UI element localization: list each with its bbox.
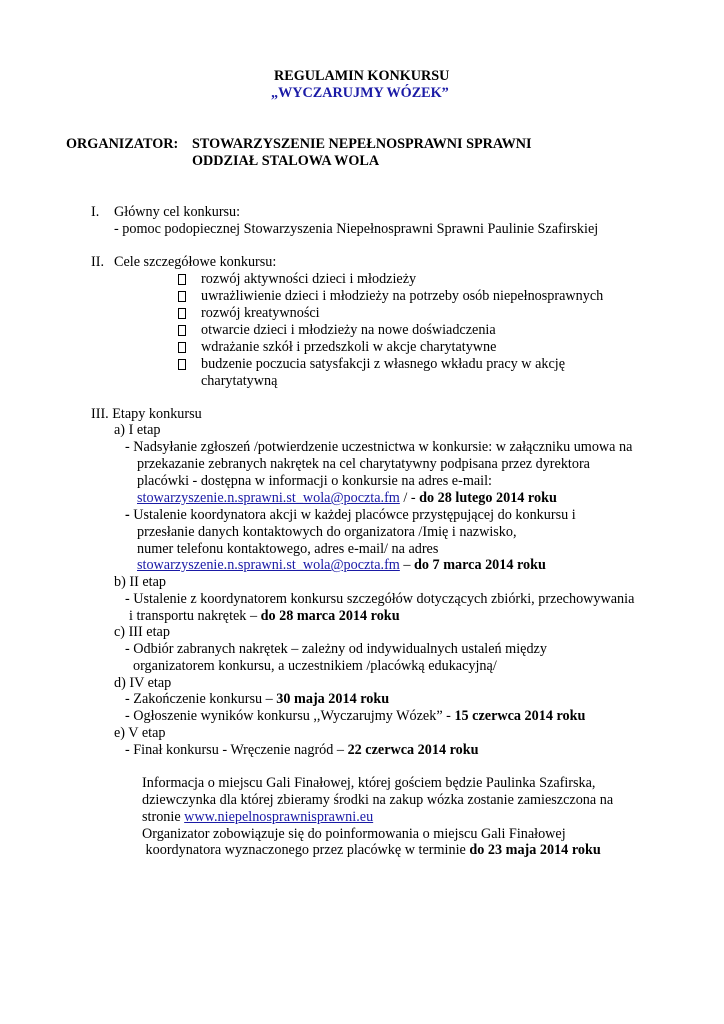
stage-e-item1 [125,742,479,759]
section-3-title: III. Etapy konkursu [91,406,202,422]
stage-c-label: c) III etap [114,624,170,640]
section-1-text: - pomoc podopiecznej Stowarzyszenia Niepełnosprawni Sprawni Paulinie Szafirskiej [114,221,599,237]
deadline: do 28 lutego 2014 roku [419,490,557,506]
stage-a-item1-line2: przekazanie zebranych nakrętek na cel charytatywny podpisana przez dyrektora [137,456,590,472]
text: - Zakończenie konkursu – [125,691,277,707]
stage-a-label: a) I etap [114,422,161,438]
deadline: do 7 marca 2014 roku [414,557,546,573]
info-line5 [142,842,601,859]
stage-e-label: e) V etap [114,725,166,741]
info-line3 [142,809,373,826]
info-line2: dziewczynka dla której zbieramy środki na zakup wózka zostanie zamieszczona na [142,792,614,808]
email-link[interactable]: stowarzyszenie.n.sprawni.st_wola@poczta.fm [137,557,400,573]
section-2-title: Cele szczegółowe konkursu: [114,254,277,270]
text: koordynatora wyznaczonego przez placówkę w terminie [142,842,470,858]
checkbox-bullet-icon [178,274,186,285]
deadline: do 28 marca 2014 roku [260,608,400,624]
stage-d-item1 [125,691,389,708]
goal-item: rozwój aktywności dzieci i młodzieży [201,271,417,287]
document-title: REGULAMIN KONKURSU [274,68,450,84]
deadline: 22 czerwca 2014 roku [347,742,479,758]
stage-d-item2 [125,708,585,725]
stage-c-item-line2: organizatorem konkursu, a uczestnikiem /placówką edukacyjną/ [133,658,497,674]
text: - Finał konkursu - Wręczenie nagród – [125,742,348,758]
stage-b-label: b) II etap [114,574,166,590]
goal-item: budzenie poczucia satysfakcji z własnego wkładu pracy w akcję [201,356,565,372]
stage-b-item-line2 [129,608,400,625]
goal-item: rozwój kreatywności [201,305,320,321]
info-line4: Organizator zobowiązuje się do poinformowania o miejscu Gali Finałowej [142,826,566,842]
checkbox-bullet-icon [178,325,186,336]
website-link[interactable]: www.niepelnosprawnisprawni.eu [184,809,374,825]
organizer-label: ORGANIZATOR: [66,136,179,152]
deadline: 30 maja 2014 roku [276,691,390,707]
stage-a-item1-line4 [137,490,557,507]
text: i transportu nakrętek – [129,608,261,624]
goal-item: wdrażanie szkół i przedszkoli w akcje charytatywne [201,339,497,355]
checkbox-bullet-icon [178,359,186,370]
deadline: 15 czerwca 2014 roku [454,708,586,724]
text: stronie [142,809,185,825]
stage-d-label: d) IV etap [114,675,172,691]
contest-name: „WYCZARUJMY WÓZEK” [271,85,449,101]
goal-item-continuation: charytatywną [201,373,278,389]
section-2-number: II. [91,254,104,270]
dash: - [125,507,134,523]
stage-a-item1-line1: - Nadsyłanie zgłoszeń /potwierdzenie uczestnictwa w konkursie: w załączniku umowa na [125,439,633,455]
goal-item: otwarcie dzieci i młodzieży na nowe doświadczenia [201,322,496,338]
stage-a-item2-line1 [125,507,576,524]
organizer-branch: ODDZIAŁ STALOWA WOLA [192,153,380,169]
checkbox-bullet-icon [178,342,186,353]
text: Ustalenie koordynatora akcji w każdej placówce przystępującej do konkursu i [133,507,576,523]
section-1-title: Główny cel konkursu: [114,204,241,220]
info-line1: Informacja o miejscu Gali Finałowej, której gościem będzie Paulinka Szafirska, [142,775,596,791]
stage-a-item2-line2: przesłanie danych kontaktowych do organizatora /Imię i nazwisko, [137,524,517,540]
goal-item: uwrażliwienie dzieci i młodzieży na potrzeby osób niepełnosprawnych [201,288,604,304]
stage-a-item1-line3: placówki - dostępna w informacji o konkursie na adres e-mail: [137,473,492,489]
checkbox-bullet-icon [178,291,186,302]
section-1-number: I. [91,204,100,220]
stage-c-item-line1: - Odbiór zabranych nakrętek – zależny od indywidualnych ustaleń między [125,641,547,657]
text: - Ogłoszenie wyników konkursu ,,Wyczarujmy Wózek” - [125,708,455,724]
checkbox-bullet-icon [178,308,186,319]
deadline: do 23 maja 2014 roku [469,842,601,858]
stage-a-item2-line3: numer telefonu kontaktowego, adres e-mail/ na adres [137,541,439,557]
stage-b-item-line1: - Ustalenie z koordynatorem konkursu szczegółów dotyczących zbiórki, przechowywania [125,591,635,607]
separator: – [399,557,415,573]
organizer-name: STOWARZYSZENIE NEPEŁNOSPRAWNI SPRAWNI [192,136,532,152]
separator: / - [399,490,420,506]
stage-a-item2-line4 [137,557,546,574]
email-link[interactable]: stowarzyszenie.n.sprawni.st_wola@poczta.fm [137,490,400,506]
